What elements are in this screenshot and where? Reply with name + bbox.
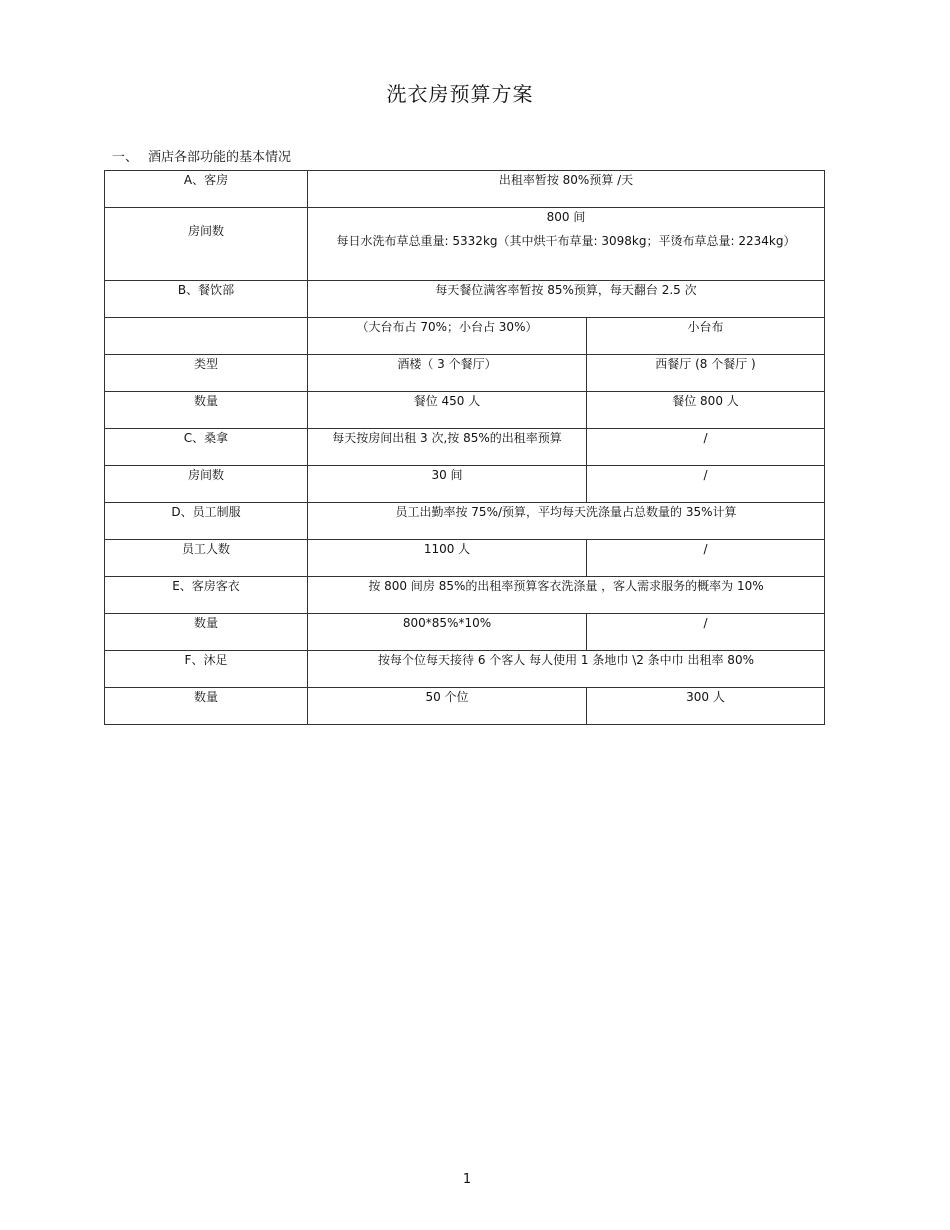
- row-label: 类型: [105, 355, 308, 392]
- function-table: [104, 170, 825, 725]
- table-row: [105, 171, 825, 208]
- row-label: [105, 318, 308, 355]
- document-title: 洗衣房预算方案: [386, 82, 534, 106]
- section-number: 一、: [112, 150, 139, 165]
- table-row: [105, 392, 825, 429]
- cell-left: 每天按房间出租 3 次,按 85%的出租率预算: [308, 429, 587, 466]
- row-label: 员工人数: [105, 540, 308, 577]
- linen-weight: 每日水洗布草总重量: 5332kg（其中烘干布草量: 3098kg；平烫布草总量: 2234kg）: [336, 234, 796, 248]
- cell-left: 800*85%*10%: [308, 614, 587, 651]
- row-value: 出租率暂按 80%预算 /天: [308, 171, 825, 208]
- row-value: 按每个位每天接待 6 个客人 每人使用 1 条地巾 \2 条中巾 出租率 80%: [308, 651, 825, 688]
- row-label: B、餐饮部: [105, 281, 308, 318]
- table-row: [105, 651, 825, 688]
- cell-right: /: [587, 540, 825, 577]
- table-row: [105, 318, 825, 355]
- row-value: 每天餐位满客率暂按 85%预算，每天翻台 2.5 次: [308, 281, 825, 318]
- cell-left: 30 间: [308, 466, 587, 503]
- cell-left: 50 个位: [308, 688, 587, 725]
- row-label: 数量: [105, 392, 308, 429]
- cell-left: 1100 人: [308, 540, 587, 577]
- cell-right: 餐位 800 人: [587, 392, 825, 429]
- row-label: F、沐足: [105, 651, 308, 688]
- cell-left: （大台布占 70%；小台占 30%）: [308, 318, 587, 355]
- row-value: 按 800 间房 85%的出租率预算客衣洗涤量 ，客人需求服务的概率为 10%: [308, 577, 825, 614]
- table-row: [105, 688, 825, 725]
- table-row: [105, 614, 825, 651]
- table-row: [105, 281, 825, 318]
- cell-right: 300 人: [587, 688, 825, 725]
- row-label: 数量: [105, 688, 308, 725]
- page-number: 1: [462, 1172, 472, 1187]
- table-row: [105, 540, 825, 577]
- row-value: 员工出勤率按 75%/预算，平均每天洗涤量占总数量的 35%计算: [308, 503, 825, 540]
- table-row: [105, 503, 825, 540]
- table-row: [105, 429, 825, 466]
- row-label: 数量: [105, 614, 308, 651]
- section-heading: [112, 146, 291, 165]
- cell-right: /: [587, 429, 825, 466]
- table-row: [105, 355, 825, 392]
- row-label: C、桑拿: [105, 429, 308, 466]
- cell-right: 小台布: [587, 318, 825, 355]
- row-value: [308, 208, 825, 281]
- table-row: [105, 577, 825, 614]
- cell-left: 餐位 450 人: [308, 392, 587, 429]
- row-label: A、客房: [105, 171, 308, 208]
- row-label: 房间数: [105, 466, 308, 503]
- cell-right: 西餐厅 (8 个餐厅 ): [587, 355, 825, 392]
- cell-right: /: [587, 466, 825, 503]
- table-row: [105, 466, 825, 503]
- cell-right: /: [587, 614, 825, 651]
- row-label: E、客房客衣: [105, 577, 308, 614]
- row-label: D、员工制服: [105, 503, 308, 540]
- cell-left: 酒楼（ 3 个餐厅）: [308, 355, 587, 392]
- table-row: [105, 208, 825, 281]
- section-label: 酒店各部功能的基本情况: [148, 150, 292, 165]
- row-label: 房间数: [105, 208, 308, 281]
- room-count: 800 间: [546, 210, 586, 224]
